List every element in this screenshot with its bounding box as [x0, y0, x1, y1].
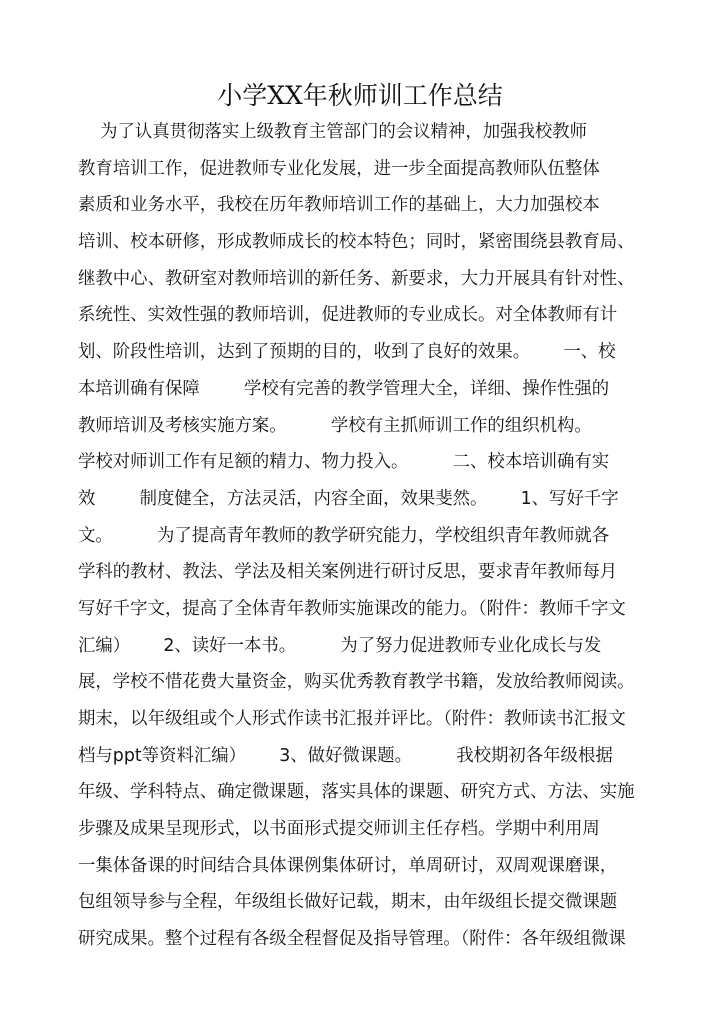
text-line: 一集体备课的时间结合具体课例集体研讨，单周研讨，双周观课磨课，	[78, 855, 618, 876]
text-line: 学校对师训工作有足额的精力、物力投入。 二、校本培训确有实	[78, 452, 610, 473]
text-line: 素质和业务水平，我校在历年教师培训工作的基础上，大力加强校本	[78, 195, 600, 216]
text-line: 划、阶段性培训，达到了预期的目的，收到了良好的效果。 一、校	[78, 342, 616, 363]
text-line: 包组领导参与全程，年级组长做好记载，期末，由年级组长提交微课题	[78, 892, 618, 913]
text-line: 期末，以年级组或个人形式作读书汇报并评比。（附件：教师读书汇报文	[78, 709, 626, 729]
text-line: 档与ppt等资料汇编） 3、做好微课题。 我校期初各年级根据	[78, 745, 613, 766]
text-line: 培训、校本研修，形成教师成长的校本特色；同时，紧密围绕县教育局、	[78, 232, 635, 253]
text-line: 写好千字文，提高了全体青年教师实施课改的能力。（附件：教师千字文	[78, 598, 626, 619]
text-line: 步骤及成果呈现形式，以书面形式提交师训主任存档。学期中利用周	[78, 819, 600, 840]
text-line: 学科的教材、教法、学法及相关案例进行研讨反思，要求青年教师每月	[78, 562, 618, 583]
document-title: 小学XX年秋师训工作总结	[217, 81, 503, 110]
text-line: 教育培训工作，促进教师专业化发展，进一步全面提高教师队伍整体	[78, 158, 600, 179]
text-line: 效 制度健全，方法灵活，内容全面，效果斐然。 1、写好千字	[78, 488, 619, 509]
text-line: 为了认真贯彻落实上级教育主管部门的会议精神，加强我校教师	[78, 122, 588, 142]
text-line: 继教中心、教研室对教师培训的新任务、新要求，大力开展具有针对性、	[78, 268, 635, 289]
text-line: 汇编） 2、读好一本书。 为了努力促进教师专业化成长与发	[78, 635, 602, 656]
text-line: 系统性、实效性强的教师培训，促进教师的专业成长。对全体教师有计	[78, 305, 618, 326]
text-line: 文。 为了提高青年教师的教学研究能力，学校组织青年教师就各	[78, 525, 610, 546]
text-line: 展，学校不惜花费大量资金，购买优秀教育教学书籍，发放给教师阅读。	[78, 672, 635, 693]
text-line: 研究成果。整个过程有各级全程督促及指导管理。（附件：各年级组微课	[78, 929, 626, 950]
document-body	[78, 114, 668, 958]
text-line: 本培训确有保障 学校有完善的教学管理大全，详细、操作性强的	[78, 378, 610, 399]
text-line: 年级、学科特点、确定微课题，落实具体的课题、研究方式、方法、实施	[78, 782, 635, 803]
text-line: 教师培训及考核实施方案。 学校有主抓师训工作的组织机构。	[78, 415, 592, 436]
